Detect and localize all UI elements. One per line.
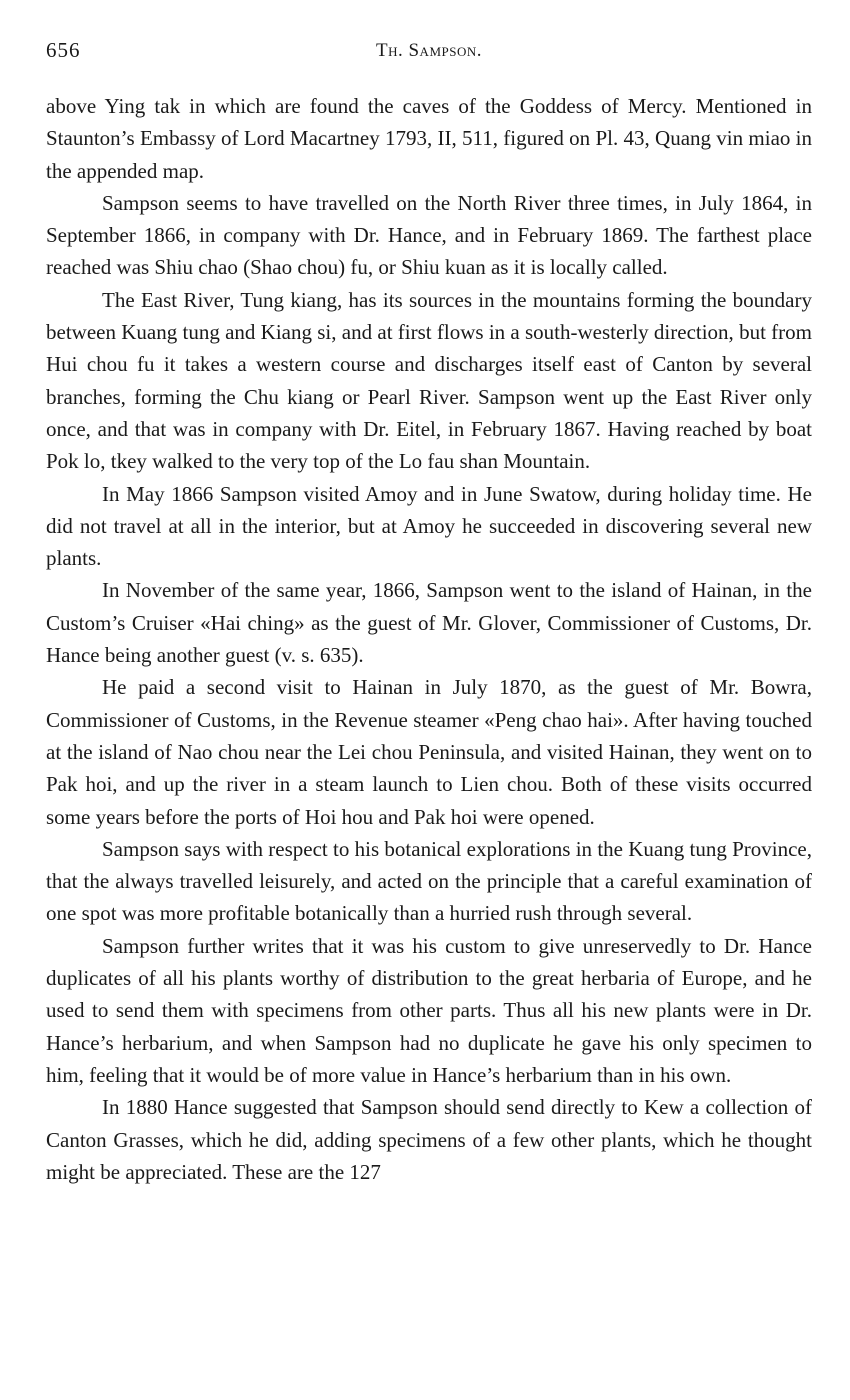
running-title: Th. Sampson. <box>376 40 482 61</box>
page-number: 656 <box>46 38 81 62</box>
paragraph-north-river: Sampson seems to have travelled on the North River three times, in July 1864, in September 1866, in company with Dr. Hance, and in February 1869. The farthest place reached was Shiu chao (Shao chou) fu, or Shiu kuan as it is locally called. <box>46 190 812 280</box>
paragraph-botanical-explorations: Sampson says with respect to his botanical explorations in the Kuang tung Province, that the always travelled leisurely, and acted on the principle that a careful examination of one spot was more profitable botanically than a hurried rush through several. <box>46 836 812 926</box>
paragraph-hainan-second-visit: He paid a second visit to Hainan in July 1870, as the guest of Mr. Bowra, Commissioner of Customs, in the Revenue steamer «Peng chao hai». After having touched at the island of Nao chou near the Lei chou Peninsula, and visited Hainan, they went on to Pak hoi, and up the river in a steam launch to Lien chou. Both of these visits occurred some years before the ports of Hoi hou and Pak hoi were opened. <box>46 675 812 829</box>
paragraph-hainan-first-visit: In November of the same year, 1866, Sampson went to the island of Hainan, in the Custom’s Cruiser «Hai ching» as the guest of Mr. Glover, Commissioner of Customs, Dr. Hance being another guest (v. s. 635). <box>46 578 812 668</box>
running-head <box>46 38 812 68</box>
paragraph-canton-grasses: In 1880 Hance suggested that Sampson should send directly to Kew a collection of Canton Grasses, which he did, adding specimens of a few other plants, which he thought might be appreciated. These are the 127 <box>46 1095 812 1184</box>
paragraph-amoy-swatow: In May 1866 Sampson visited Amoy and in June Swatow, during holiday time. He did not travel at all in the interior, but at Amoy he succeeded in discovering several new plants. <box>46 481 812 571</box>
body-text <box>46 90 812 1188</box>
paragraph-east-river: The East River, Tung kiang, has its sources in the mountains forming the boundary between Kuang tung and Kiang si, and at first flows in a south-westerly direction, but from Hui chou fu it takes a western course and discharges itself east of Canton by several branches, forming the Chu kiang or Pearl River. Sampson went up the East River only once, and that was in company with Dr. Eitel, in February 1867. Having reached by boat Pok lo, tkey walked to the very top of the Lo fau shan Mountain. <box>46 287 812 474</box>
paragraph-duplicates-to-hance: Sampson further writes that it was his custom to give unreservedly to Dr. Hance duplicates of all his plants worthy of distribution to the great herbaria of Europe, and he used to send them with specimens from other parts. Thus all his new plants were in Dr. Hance’s herbarium, and when Sampson had no duplicate he gave his only specimen to him, feeling that it would be of more value in Hance’s herbarium than in his own. <box>46 933 812 1087</box>
paragraph-continuation: above Ying tak in which are found the caves of the Goddess of Mercy. Mentioned in Staunton’s Embassy of Lord Macartney 1793, II, 511, figured on Pl. 43, Quang vin miao in the appended map. <box>46 94 812 183</box>
